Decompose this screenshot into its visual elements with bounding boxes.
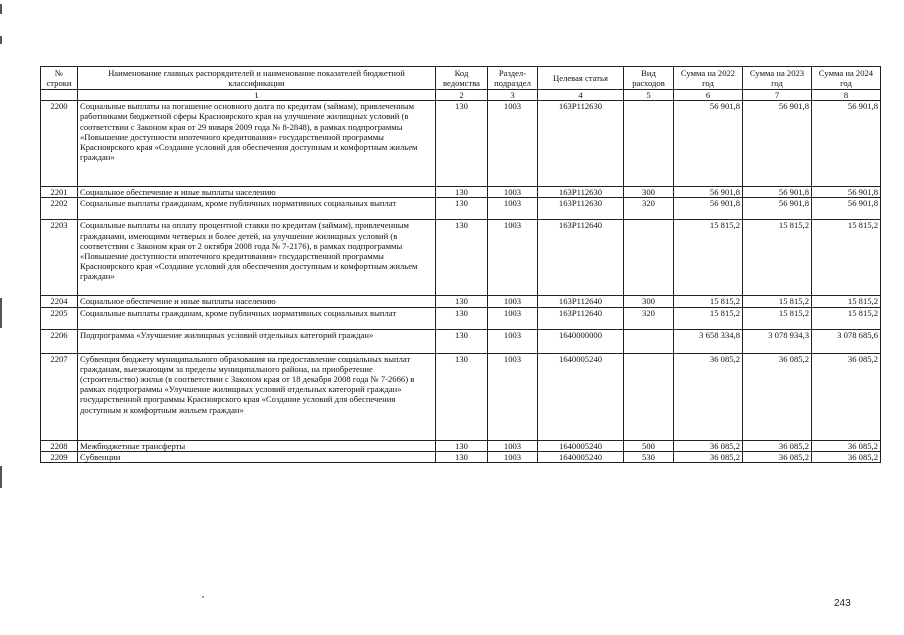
- scan-edge-mark: [0, 36, 2, 44]
- row-vid: [624, 101, 674, 187]
- header-row: [41, 67, 881, 90]
- row-ved: 130: [436, 198, 488, 220]
- row-number: 2201: [41, 187, 78, 198]
- row-vid: 300: [624, 296, 674, 307]
- row-ved: 130: [436, 329, 488, 353]
- row-razdel: 1003: [488, 187, 538, 198]
- row-name: Социальные выплаты гражданам, кроме публичных нормативных социальных выплат: [78, 307, 436, 329]
- column-number: 2: [436, 90, 488, 101]
- row-number: 2204: [41, 296, 78, 307]
- row-statya: 163Р112630: [538, 187, 624, 198]
- column-number: 7: [743, 90, 812, 101]
- header-cell: Сумма на 2024 год: [812, 67, 881, 90]
- header-cell: № строки: [41, 67, 78, 90]
- table-row: [41, 296, 881, 307]
- row-number: 2200: [41, 101, 78, 187]
- column-number: 1: [78, 90, 436, 101]
- row-sum-2022: 36 085,2: [674, 353, 743, 440]
- budget-table: [40, 66, 881, 463]
- row-sum-2024: 3 078 685,6: [812, 329, 881, 353]
- row-ved: 130: [436, 440, 488, 451]
- row-sum-2023: 15 815,2: [743, 307, 812, 329]
- row-number: 2202: [41, 198, 78, 220]
- row-statya: 163Р112630: [538, 198, 624, 220]
- row-name: Подпрограмма «Улучшение жилищных условий отдельных категорий граждан»: [78, 329, 436, 353]
- row-ved: 130: [436, 451, 488, 462]
- page-number: 243: [834, 598, 851, 609]
- row-name: Социальные выплаты на погашение основного долга по кредитам (займам), привлеченным работниками бюджетной сферы Красноярского края на улучшение жилищных условий (в соответствии с Законом края от 29 января 2009 года № 8-2848), в рамках подпрограммы «Повышение доступности ипотечного кредитования» государственной программы Красноярского края «Создание условий для обеспечения доступным и комфортным жильем граждан»: [78, 101, 436, 187]
- column-number: 3: [488, 90, 538, 101]
- row-statya: 163Р112640: [538, 220, 624, 296]
- column-number: 8: [812, 90, 881, 101]
- table-row: [41, 198, 881, 220]
- row-ved: 130: [436, 220, 488, 296]
- row-sum-2024: 56 901,8: [812, 187, 881, 198]
- row-name: Социальные выплаты на оплату процентной ставки по кредитам (займам), привлеченным гражданами, имеющими четверых и более детей, на улучшение жилищных условий (в соответствии с Законом края от 2 октября 2008 года № 7-2176), в рамках подпрограммы «Повышение доступности ипотечного кредитования» государственной программы Красноярского края «Создание условий для обеспечения доступным и комфортным жильем граждан»: [78, 220, 436, 296]
- scan-edge-mark: [0, 466, 2, 488]
- row-razdel: 1003: [488, 329, 538, 353]
- row-sum-2022: 15 815,2: [674, 296, 743, 307]
- row-razdel: 1003: [488, 451, 538, 462]
- header-cell: Код ведомства: [436, 67, 488, 90]
- row-vid: 500: [624, 440, 674, 451]
- column-number: [41, 90, 78, 101]
- row-ved: 130: [436, 353, 488, 440]
- scan-speck: [202, 596, 204, 598]
- row-vid: [624, 329, 674, 353]
- row-sum-2024: 36 085,2: [812, 440, 881, 451]
- row-name: Субвенции: [78, 451, 436, 462]
- row-statya: 163Р112630: [538, 101, 624, 187]
- row-statya: 1640005240: [538, 440, 624, 451]
- row-vid: 320: [624, 307, 674, 329]
- row-statya: 163Р112640: [538, 296, 624, 307]
- row-sum-2023: 36 085,2: [743, 353, 812, 440]
- row-razdel: 1003: [488, 440, 538, 451]
- row-ved: 130: [436, 307, 488, 329]
- header-cell: Сумма на 2023 год: [743, 67, 812, 90]
- row-sum-2023: 56 901,8: [743, 187, 812, 198]
- row-vid: 300: [624, 187, 674, 198]
- row-razdel: 1003: [488, 101, 538, 187]
- scan-edge-mark: [0, 4, 2, 14]
- row-number: 2206: [41, 329, 78, 353]
- row-sum-2024: 36 085,2: [812, 353, 881, 440]
- row-name: Социальные выплаты гражданам, кроме публичных нормативных социальных выплат: [78, 198, 436, 220]
- row-sum-2024: 36 085,2: [812, 451, 881, 462]
- row-sum-2022: 56 901,8: [674, 198, 743, 220]
- column-number-row: [41, 90, 881, 101]
- table-row: [41, 307, 881, 329]
- table-row: [41, 101, 881, 187]
- row-statya: 1640000000: [538, 329, 624, 353]
- row-vid: [624, 220, 674, 296]
- row-sum-2022: 3 658 334,8: [674, 329, 743, 353]
- row-number: 2208: [41, 440, 78, 451]
- row-razdel: 1003: [488, 220, 538, 296]
- row-ved: 130: [436, 101, 488, 187]
- row-vid: 530: [624, 451, 674, 462]
- row-sum-2022: 56 901,8: [674, 187, 743, 198]
- table-row: [41, 329, 881, 353]
- row-name: Социальное обеспечение и иные выплаты населению: [78, 296, 436, 307]
- row-vid: 320: [624, 198, 674, 220]
- row-razdel: 1003: [488, 353, 538, 440]
- header-cell: Целевая статья: [538, 67, 624, 90]
- row-sum-2024: 56 901,8: [812, 101, 881, 187]
- row-sum-2022: 56 901,8: [674, 101, 743, 187]
- row-sum-2023: 56 901,8: [743, 198, 812, 220]
- row-razdel: 1003: [488, 307, 538, 329]
- row-sum-2024: 15 815,2: [812, 307, 881, 329]
- column-number: 4: [538, 90, 624, 101]
- row-number: 2203: [41, 220, 78, 296]
- row-vid: [624, 353, 674, 440]
- row-sum-2023: 56 901,8: [743, 101, 812, 187]
- row-name: Межбюджетные трансферты: [78, 440, 436, 451]
- row-razdel: 1003: [488, 198, 538, 220]
- row-sum-2023: 15 815,2: [743, 220, 812, 296]
- row-statya: 1640005240: [538, 451, 624, 462]
- row-ved: 130: [436, 296, 488, 307]
- row-razdel: 1003: [488, 296, 538, 307]
- row-sum-2023: 36 085,2: [743, 440, 812, 451]
- row-ved: 130: [436, 187, 488, 198]
- row-sum-2022: 36 085,2: [674, 451, 743, 462]
- table-row: [41, 187, 881, 198]
- table-row: [41, 451, 881, 462]
- table-row: [41, 220, 881, 296]
- row-sum-2024: 56 901,8: [812, 198, 881, 220]
- table-row: [41, 440, 881, 451]
- column-number: 6: [674, 90, 743, 101]
- row-sum-2022: 36 085,2: [674, 440, 743, 451]
- row-number: 2207: [41, 353, 78, 440]
- row-sum-2024: 15 815,2: [812, 296, 881, 307]
- row-sum-2024: 15 815,2: [812, 220, 881, 296]
- row-sum-2022: 15 815,2: [674, 307, 743, 329]
- header-cell: Раздел-подраздел: [488, 67, 538, 90]
- header-cell: Наименование главных распорядителей и наименование показателей бюджетной классификации: [78, 67, 436, 90]
- row-name: Субвенция бюджету муниципального образования на предоставление социальных выплат гражданам, выезжающим за пределы муниципального района, на приобретение (строительство) жилья (в соответствии с Законом края от 18 декабря 2008 года № 7-2666) в рамках подпрограммы «Улучшение жилищных условий отдельных категорий граждан» государственной программы Красноярского края «Создание условий для обеспечения доступным и комфортным жильем граждан»: [78, 353, 436, 440]
- scan-edge-mark: [0, 298, 2, 328]
- column-number: 5: [624, 90, 674, 101]
- row-number: 2209: [41, 451, 78, 462]
- row-name: Социальное обеспечение и иные выплаты населению: [78, 187, 436, 198]
- row-statya: 163Р112640: [538, 307, 624, 329]
- row-sum-2022: 15 815,2: [674, 220, 743, 296]
- row-sum-2023: 3 078 934,3: [743, 329, 812, 353]
- table-row: [41, 353, 881, 440]
- header-cell: Вид расходов: [624, 67, 674, 90]
- row-statya: 1640005240: [538, 353, 624, 440]
- header-cell: Сумма на 2022 год: [674, 67, 743, 90]
- row-number: 2205: [41, 307, 78, 329]
- row-sum-2023: 15 815,2: [743, 296, 812, 307]
- row-sum-2023: 36 085,2: [743, 451, 812, 462]
